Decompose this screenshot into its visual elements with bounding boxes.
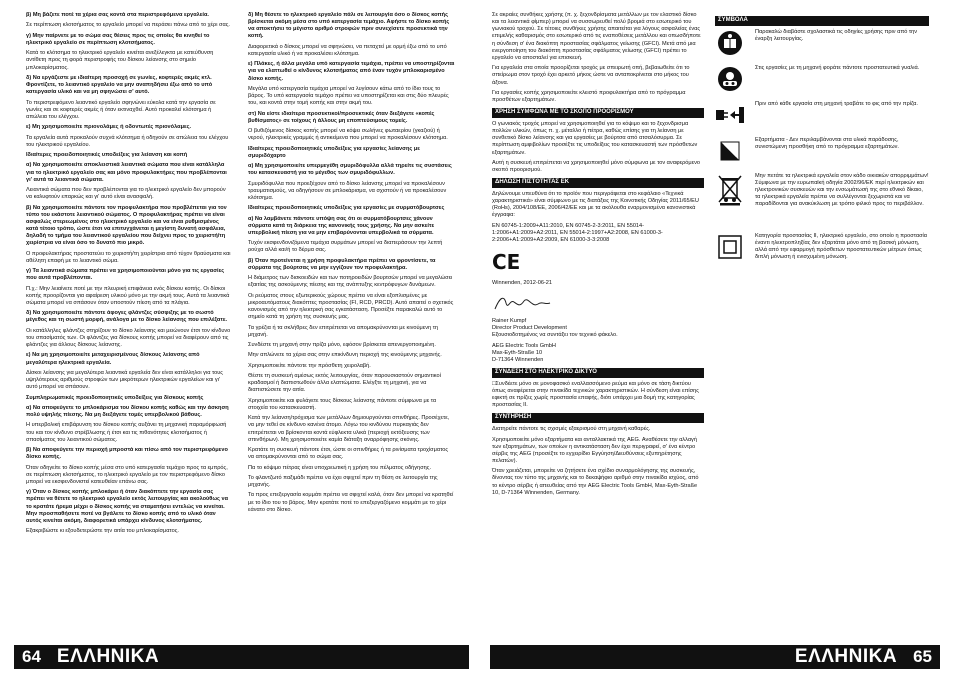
page-number-right: 65 (913, 647, 932, 667)
paragraph: Ιδιαίτερες προειδοποιητικές υποδείξεις για λείανση και κοπή (26, 152, 188, 158)
paragraph: Διατηρείτε πάντοτε τις σχισμές εξαερισμού στη μηχανή καθαρές. (492, 426, 651, 433)
paragraph: β) Μη βάζετε ποτέ τα χέρια σας κοντά στα περιστρεφόμενα εργαλεία. (26, 12, 209, 18)
square-checkbox-icon: □ (492, 380, 496, 387)
paragraph: Π.χ.: Μην λειαίνετε ποτέ με την πλευρική επιφάνεια ενός δίσκου κοπής. Οι δίσκοι κοπής προορίζονται για αφαίρεση υλικού μόνο με την ακμή τους. Αυτά τα λειαντικά σώματα μπορεί να σπάσουν όταν υποστούν πίεση από τα πλάγια. (26, 285, 230, 306)
section-heading-purpose: ΧΡΗΣΗ ΣΥΜΦΩΝΑ ΜΕ ΤΟ ΣΚΟΠΟ ΠΡΟΟΡΙΣΜΟΥ (492, 108, 704, 118)
paragraph: Τα προς επεξεργασία κομμάτι πρέπει να σφιχτεί καλά, όταν δεν μπορεί να κρατηθεί με το ίδιο του το βάρος. Μην κρατάτε ποτέ το επεξεργαζόμενο κομμάτι με το χέρι εάνατο στο δίσκο. (248, 492, 454, 513)
symbol-text: Πριν από κάθε εργασία στη μηχανή τραβάτε το φις από την πρίζα. (755, 100, 918, 107)
section-heading-symbols: ΣΥΜΒΟΛΑ (715, 16, 929, 26)
company-line: D-71364 Winnenden (492, 357, 544, 364)
signatory-name: Rainer Kumpf (492, 318, 527, 325)
paragraph: Οι ρεύματος στους εξωτερικούς χώρους πρέπει να είναι εξοπλισμένες με μικροαυτόματους διακόπτες προστασίας (FI, RCD, PRCD). Αυτό απαιτεί ο σχετικός κανονισμός από την ηλεκτρική σας εγκατάσταση. Προσέξτε παρακαλώ αυτό το σημείο κατά τη χρήση της συσκευής μας. (248, 292, 454, 321)
paragraph: δ) Να εργάζεστε με ιδιαίτερη προσοχή σε γωνίες, κοφτερές ακμές κτλ. Φροντίζετε, το λειαντικό εργαλείο να μην αναπηδήσει έξω από το υπό κατεργασία υλικό και να μη σφηνώσει σ' αυτό. (26, 74, 213, 96)
symbol-row (715, 101, 929, 131)
paragraph: ε) Μη χρησιμοποιείτε πριονολάμες ή οδοντωτές πριονόλαμες. (26, 124, 192, 131)
weee-bin-icon (715, 173, 745, 207)
paragraph: Μην απλώνετε τα χέρια σας στην επικίνδυνη περιοχή της κινούμενης μηχανής. (248, 352, 442, 359)
paragraph: Εξακριβώστε κι εξουδετερώστε την αιτία του μπλοκαρίσματος. (26, 528, 179, 535)
symbol-text: Στις εργασίες με τη μηχανή φοράτε πάντοτε προστατευτικά γυαλιά. (755, 64, 920, 71)
paragraph: Λειαντικά σώματα που δεν προβλέπονται για το ηλεκτρικό εργαλείο δεν μπορούν να καλυφτούν επαρκώς και γι' αυτό είναι ανασφαλή. (26, 187, 226, 201)
signatory-role: Director Product Development (492, 325, 567, 332)
paragraph: ε) Να μη χρησιμοποιείτε μεταχειρισμένους δίσκους λείανσης από μεγαλύτερα ηλεκτρικά εργαλεία. (26, 352, 200, 366)
paragraph: Η διάμετρος των δισκοειδών και των ποτηροειδών βουρτσών μπορεί να μεγαλώσει εξαιτίας της ασκούμενης πίεσης και της ανάπτυξης κεντρόφυγων δυνάμεων. (248, 275, 453, 289)
paragraph: Όταν οδηγείτε το δίσκο κοπής μέσα στο υπό κατεργασία τεμάχιο προς τα εμπρός, σε περίπτωση κλοτσήματος, το ηλεκτρικό εργαλείο με τον περιστρεφόμενο δίσκο μπορεί να εκσφενδονιστεί κατευθείαν επάνω σας. (26, 464, 228, 485)
unplug-icon (715, 101, 745, 129)
paragraph: ε) Πλάκες, ή άλλα μεγάλα υπό κατεργασία τεμάχια, πρέπει να υποστηρίζονται για να ελαττωθεί ο κίνδυνος κλοτσήματος από έναν τυχόν μπλοκαρισμένο δίσκο κοπής. (248, 61, 455, 82)
paragraph: Συνδέστε τη μηχανή στην πρίζα μόνο, εφόσον βρίσκεται απενεργοποιημένη. (248, 342, 436, 349)
paragraph: Δίσκοι λείανσης για μεγαλύτερα λειαντικά εργαλεία δεν είναι κατάλληλοι για τους υψηλότερους αριθμούς στροφών των μικρότερων ηλεκτρικών εργαλείων και γι' αυτό μπορεί να σπάσουν. (26, 369, 223, 391)
paragraph: α) Να χρησιμοποιείτε αποκλειστικά λειαντικά σώματα που είναι κατάλληλα για το ηλεκτρικό εργαλείο σας και μόνο προφυλακτήρες που προβλέπονται γι' αυτά τα λειαντικά σώματα. (26, 162, 227, 183)
section-heading-mains: ΣΥΝΔΕΣΗ ΣΤΟ ΗΛΕΚΤΡΙΚΟ ΔΙΚΤΥΟ (492, 368, 704, 378)
right-column-1 (492, 12, 704, 500)
paragraph: Σε περίπτωση κλοτσήματος το εργαλείο μπορεί να περάσει πάνω από το χέρι σας. (26, 22, 230, 29)
paragraph: Συμπληρωματικές προειδοποιητικές υποδείξεις για δίσκους κοπής (26, 394, 204, 401)
paragraph: Πα το κόψιμο πέτρας είναι υποχρεωτική η χρήση του πέλματος οδήγησης. (248, 464, 432, 471)
section-heading-ec: ΔΗΛΩΣΗ ΠΙΣΤΟΤΗΤΑΣ ΕΚ (492, 178, 704, 188)
paragraph: Τυχόν εκσφενδονιζόμενα τεμάχια συρμάτων μπορεί να διαπεράσουν την λεπτή ρούχα αλλά και/ή το δέρμα σας. (248, 240, 443, 254)
company-line: Max-Eyth-Straße 10 (492, 349, 543, 356)
symbol-row (715, 173, 929, 227)
paragraph: Το φλαντζωτό παξιμάδι πρέπει να έχει σφιχτεί πριν τη θέση σε λειτουργία της μηχανής. (248, 474, 438, 489)
paragraph: Ιδιαίτερες προειδοποιητικές υποδείξεις για εργασίες με συρματόβουρτσες (248, 205, 445, 212)
read-manual-icon (715, 29, 745, 57)
intro-paragraphs (492, 12, 704, 104)
section-heading-service: ΣΥΝΤΗΡΗΣΗ (492, 413, 704, 423)
paragraph: Όταν χρειάζεται, μπορείτε να ζητήσετε ένα σχέδιο συναρμολόγησης της συσκευής, δίνοντας τον τύπο της μηχανής και το δεκαψήφιο αριθμό στην πινακίδα ισχύος, από το κέντρο σέρβις ή απευθείας από την AEG Electric Tools GmbH, Max-Eyth-Straße 10, D-71364 Winnenden, Germany. (492, 468, 699, 496)
paragraph: α) Να αποφεύγετε το μπλοκάρισμα του δίσκου κοπής καθώς και την άσκηση πολύ υψηλής πίεσης. Να μη διεξάγετε τομές υπερβολικού βάθους. (26, 404, 229, 419)
paragraph: Η υπερβολική επιβάρυνση του δίσκου κοπής αυξάνει τη μηχανική παραμόρφωσή του και τον κίνδυνο στρέβλωσης ή έτσι και τις πιθανότητες κλοτσήματος ή σπασίματος του λειαντικού σώματος. (26, 422, 227, 443)
paragraph: Αυτή η συσκευή επιτρέπεται να χρησιμοποιηθεί μόνο σύμφωνα με τον αναφερόμενο σκοπό προορισμού. (492, 159, 700, 174)
paragraph: Σε ακραίες συνθήκες χρήσης (π. χ. ξεχονδρίσματα μετάλλων με τον ελαστικό δίσκο και τα λειαντικά φίμπερ) μπορεί να συσσωρευθεί πολύ βρομιά στο εσωτερικό του γωνιακού τροχού. Σε τέτοιες συνθήκες χρήσης απαιτείται για λόγους ασφαλείας ένας επιμελής καθαρισμός στο εσωτερικό από τις εναποθέσεις μετάλλου και οπωσδήποτε η σύνδεση σ' ένα διακόπτη προστασίας σφάλματος γείωσης (GFCI). Μετά από μια ενεργοποίηση του διακόπτη προστασίας σφάλματος γείωσης (GFCI) πρέπει το εργαλείο να αποσταλεί για επισκευή. (492, 12, 701, 61)
language-label-left: ΕΛΛΗΝΙΚΑ (56, 645, 160, 667)
paragraph: Οι κατάλληλες φλάντζες στηρίζουν το δίσκο λείανσης και μειώνουν έτσι τον κίνδυνο του σπασίματός των. Οι φλάντζες για δίσκους κοπής μπορεί να διαφέρουν από τις φλάντζες για άλλους δίσκους λείανσης. (26, 327, 231, 349)
paragraph: Ο γωνιακός τροχός μπορεί να χρησιμοποιηθεί για το κόψιμο και το ξεχονδρισμα πολλών υλικών, όπως π. χ. μέταλλο ή πέτρα, καθώς επίσης για τη λείανση με συνθετικό δίσκο λείανσης και για εργασίες με βούρτσα από ατσαλόσυρμα. Σε περίπτωση αμφιβολίων προσέξτε τις υποδείξεις του κατασκευαστή των πρόσθετων εξαρτημάτων. (492, 120, 698, 156)
paragraph: EN 60745-1:2009+A11:2010, EN 60745-2-3:2011, EN 55014-1:2006+A1:2009+A2:2011, EN 55014-2:1997+A2:2008, EN 61000-3-2:2006+A1:2009+A2:2009, EN 61000-3-3:2008 (492, 222, 663, 243)
left-column-2 (248, 12, 455, 517)
paragraph: Σμυριδόφυλλα που προεξέχουν από το δίσκο λείανσης μπορεί να προκαλέσουν τραυματισμούς, να οδηγήσουν σε μπλοκάρισμα, να σχιστούν ή να προκαλέσουν κλότσημα. (248, 180, 447, 201)
paragraph: Ιδιαίτερες προειδοποιητικές υποδείξεις για εργασίες λείανσης με σμυριδόχαρτο (248, 145, 420, 159)
paragraph: Τα γρέζια ή τα σκλήθρες δεν επιτρέπεται να απομακρύνονται με κινούμενη τη μηχανή. (248, 324, 439, 338)
symbol-text: Μην πετάτε τα ηλεκτρικά εργαλεία στον κάδο οικιακών απορριμμάτων! Σύμφωνα με την ευρωπαϊκή οδηγία 2002/96/ΕΚ περί ηλεκτρικών και ηλεκτρονικών συσκευών και την ενσωμάτωσή της στο εθνικό δίκαιο, τα ηλεκτρικά εργαλεία πρέπει να συλλέγονται ξεχωριστά και να παραδίδονται για ανακύκλωση με τρόπο φιλικό προς το περιβάλλον. (755, 172, 929, 208)
paragraph: Τα εργαλεία αυτά προκαλούν συχνά κλότσημα ή οδηγούν σε απώλεια του ελέγχου του ηλεκτρικού εργαλείου. (26, 134, 229, 148)
paragraph: α) Μη χρησιμοποιείτε υπερμεγέθη σμυριδόφυλλα αλλά τηρείτε τις συστάσεις του κατασκευαστή για το μέγεθος των σμυριδόφυλλων. (248, 163, 452, 177)
paragraph: Χρησιμοποιείτε πάντοτε την πρόσθετη χειρολαβή. (248, 362, 371, 369)
paragraph: Χρησιμοποιείτε μόνο εξαρτήματα και ανταλλακτικά της AEG. Αναθέσετε την αλλαγή των εξαρτημάτων, των οποίων η αντικατάσταση δεν έχει περιγραφεί, σ' ένα κέντρο σέρβις της AEG (προσέξτε το εγχειρίδιο Εγγύηση/Διευθύνσεις εξυπηρέτησης πελατών). (492, 436, 697, 464)
accessory-icon (715, 137, 745, 165)
symbol-text: Παρακαλώ διαβάστε σχολαστικά τις οδηγίες χρήσης πριν από την έναρξη λειτουργίας. (755, 28, 918, 42)
paragraph: Χρησιμοποιείτε και φυλάγετε τους δίσκους λείανσης πάντοτε σύμφωνα με τα στοιχεία του κατασκευαστή. (248, 397, 437, 411)
tech-file-note: Εξουσιοδοτημένος να συντάξει τον τεχνικό φάκελο. (492, 332, 618, 339)
language-label-right: ΕΛΛΗΝΙΚΑ (794, 645, 898, 667)
paragraph: Το περιστρεφόμενο λειαντικό εργαλείο σφηνώνει εύκολα κατά την εργασία σε γωνίες και σε κοφτερές ακμές ή όταν εκτιναχθεί. Αυτό προκαλεί κλότσημα ή απώλεια του ελέγχου. (26, 99, 216, 120)
symbol-text: Κατηγορία προστασίας II, ηλεκτρικό εργαλείο, στο οποίο η προστασία έναντι ηλεκτροπληξίας δεν εξαρτάται μόνο από τη βασική μόνωση, αλλά από την εφαρμογή πρόσθετων προστατευτικών μέτρων όπως διπλή μόνωση ή ενισχυμένη μόνωση. (755, 232, 928, 261)
paragraph: Κατά την λείανση/τρόχισμα των μετάλλων δημιουργούνται σπινθήρες. Προσέχετε, να μην τεθεί σε κίνδυνο κανένα άτομο. Λόγω του κινδύνου πυρκαγιάς δεν επιτρέπεται να βρίσκονται κοντά εύφλεκτα υλικά (περιοχή εκτόξευσης των σπινθήρων). Μη χρησιμοποιείτε καμία διάταξη αναρρόφησης σκόνης. (248, 415, 450, 443)
paragraph: α) Να λαμβάνετε πάντοτε υπόψη σας ότι οι συρματόβουρτσες χάνουν σύρματα κατά τη διάρκεια της κανονικής τους χρήσης. Να μην ασκείτε υπερβολική πίεση για να μην επιβαρύνονται υπερβολικά τα σύρματα. (248, 215, 435, 236)
paragraph: β) Να αποφεύγετε την περιοχή μπροστά και πίσω από τον περιστρεφόμενο δίσκο κοπής. (26, 447, 228, 461)
mains-text-body: Συνδέετε μόνο σε μονοφασικό εναλλασσόμενο ρεύμα και μόνο σε τάση δικτύου όπως αναφέρεται στην πινακίδα τεχνικών χαρακτηριστικών. Η σύνδεση είναι επίσης εφικτή σε πρίζες χωρίς προστασία επαφής, διότι υπάρχει μια δομή της κατηγορίας προστασίας II. (492, 380, 699, 409)
service-paragraphs (492, 426, 704, 497)
symbol-row (715, 29, 929, 59)
symbol-row (715, 65, 929, 95)
purpose-paragraphs (492, 121, 704, 174)
signature-icon (492, 293, 704, 316)
class-ii-icon (715, 233, 745, 261)
paragraph: Ο βυθιζόμενος δίσκος κοπής μπορεί να κόψει σωλήνες φωταερίου (γκαζιού) ή νερού, ηλεκτρικές γραμμές ή αντικείμενα που μπορεί να προκαλέσουν κλότσημα. (248, 128, 448, 142)
paragraph: γ) Μην παίρνετε με το σώμα σας θέσεις προς τις οποίες θα κινηθεί το ηλεκτρικό εργαλείο σε περίπτωση κλοτσήματος. (26, 32, 210, 46)
right-column-2 (715, 12, 929, 269)
paragraph: Για εργασίες κοπής χρησιμοποιείτε κλειστό προφυλακτήρα από το πρόγραμμα προσθέτων εξαρτημάτων. (492, 89, 686, 104)
symbol-text: Εξαρτήματα - Δεν περιλαμβάνονται στα υλικά παράδοσης, συνιστώμενη προσθήκη από το πρόγραμμα εξαρτημάτων. (755, 136, 899, 150)
footer-right-bar (490, 645, 940, 669)
goggles-icon (715, 65, 745, 93)
place-date: Winnenden, 2012-06-21 (492, 279, 553, 286)
paragraph: δ) Να χρησιμοποιείτε πάντοτε άφογες φλάντζες σύσφιξης με το σωστό μέγεθος και τη σωστή μορφή, ανάλογα με το δίσκο λείανσης που επιλέξατε. (26, 310, 228, 324)
mains-text (492, 381, 704, 410)
paragraph: γ) Τα λειαντικά σώματα πρέπει να χρησιμοποιούνται μόνο για τις εργασίες που αυτά προβλέπονται. (26, 268, 225, 282)
footer-left-bar (14, 645, 469, 669)
paragraph: στ) Να είστε ιδιαίτερα προσεκτικοί/προσεκτικές όταν διεξάγετε «κοπές βυθίσματος» σε τοίχους ή άλλους μη εποπτεύσιμους τομείς. (248, 110, 435, 124)
paragraph: Διαφορετικά ο δίσκος μπορεί να σφηνώσει, να πεταχτεί με ορμή έξω από το υπό κατεργασία υλικό ή να προκαλέσει κλότσημα. (248, 43, 447, 57)
paragraph: Θέστε τη συσκευή αμέσως εκτός λειτουργίας, όταν παρουσιαστούν σημαντικοί κραδασμοί ή διαπιστωθούν άλλα ελαττώματα. Ελέγξτε τη μηχανή, για να διαπιστώσετε την αιτία. (248, 373, 441, 394)
ec-paragraphs (492, 191, 704, 244)
ce-mark: CE (492, 250, 521, 275)
paragraph: Για εργαλεία στα οποία προορίζεται τροχός με σπειρωτή οπή, βεβαιωθείτε ότι το σπείρωμα στον τροχό έχει αρκετό μήκος ώστε να ανταποκρίνεται στο μήκος του άξονα. (492, 65, 690, 86)
paragraph: Κρατάτε τη συσκευή πάντοτε έτσι, ώστε οι σπινθήρες ή τα ρινίσματα τροχίσματος να απομακρύνονται από το σώμα σας. (248, 447, 449, 461)
paragraph: β) Να χρησιμοποιείτε πάντοτε τον προφυλακτήρα που προβλέπεται για τον τύπο του εκάστοτε λειαντικού σώματος. Ο προφυλακτήρας πρέπει να είναι ασφαλώς στερεωμένος στο ηλεκτρικό εργαλείο και να είναι ρυθμισμένος κατά τέτοιο τρόπο, ώστε έτσι να επιτυγχάνεται η μεγίστη δυνατή ασφάλεια, δηλαδή το τμήμα του λειαντικού εργαλείου που δείχνει προς το χειριστή/τη χειρίστρια να είναι όσο το δυνατό πιο μικρό. (26, 204, 227, 247)
company-address (492, 343, 704, 364)
paragraph: β) Όταν προτείνεται η χρήση προφυλακτήρα πρέπει να φροντίσετε, τα σύρματα της βούρτσας να μην εγγίζουν τον προφυλακτήρα. (248, 257, 436, 271)
paragraph: γ) Όταν ο δίσκος κοπής μπλοκάρει ή όταν διακόπτετε την εργασία σας πρέπει να θέτετε το ηλεκτρικό εργαλείο εκτός λειτουργίας και ακολούθως να το κρατάτε ήρεμα μέχρι ο δίσκος κοπής να σταματήσει εντελώς να κινείται. Μην προσπαθήσετε ποτέ να βγάλετε το δίσκο κοπής από το υλικό όταν αυτός κινείται ακόμη, διαφορετικά υπάρχει κίνδυνος κλοτσήματος. (26, 489, 229, 524)
paragraph: Κατά το κλότσημα το ηλεκτρικό εργαλείο κινείται ανεξέλεγκτα με κατεύθυνση αντίθετη προς τη φορά περιστροφής του δίσκου λείανσης στο σημείο μπλοκαρίσματος. (26, 50, 214, 71)
company-line: AEG Electric Tools GmbH (492, 342, 556, 349)
paragraph: δ) Μη θέσετε το ηλεκτρικό εργαλείο πάλι σε λειτουργία όσο ο δίσκος κοπής βρίσκεται ακόμη μέσα στο υπό κατεργασία τεμάχιο. Αφήστε το δίσκο κοπής να αποκτήσει το μέγιστο αριθμό στροφών πριν συνεχίσετε προσεκτικά την κοπή. (248, 12, 450, 40)
symbol-row (715, 233, 929, 263)
page-number-left: 64 (22, 647, 41, 667)
symbol-row (715, 137, 929, 167)
paragraph: Δηλώνουμε υπευθύνα ότι το προϊόν που περιγράφεται στο κεφάλαιο «Τεχνικά χαρακτηριστικά» είναι σύμφωνο με τις διατάξεις της Κοινοτικής Οδηγίας 2011/65/EU (RoHs), 2004/108/ΕΕ, 2006/42/ΕΕ και με τα ακόλουθα εναρμονισμένα κανονιστικά έγγραφα: (492, 190, 699, 219)
left-column-1 (26, 12, 232, 539)
paragraph: Μεγάλα υπό κατεργασία τεμάχια μπορεί να λυγίσουν κάτω από το ίδιο τους το βάρος. Το υπό κατεργασία τεμάχιο πρέπει να υποστηρίζεται και στις δύο πλευρές του, και κοντά στην τομή κοπής και στην ακμή του. (248, 85, 449, 107)
paragraph: Ο προφυλακτήρας προστατεύει το χειριστή/τη χειρίστρια από τύχον θραύσματα και αθέλητη επαφή με το λειαντικό σώμα. (26, 250, 231, 264)
